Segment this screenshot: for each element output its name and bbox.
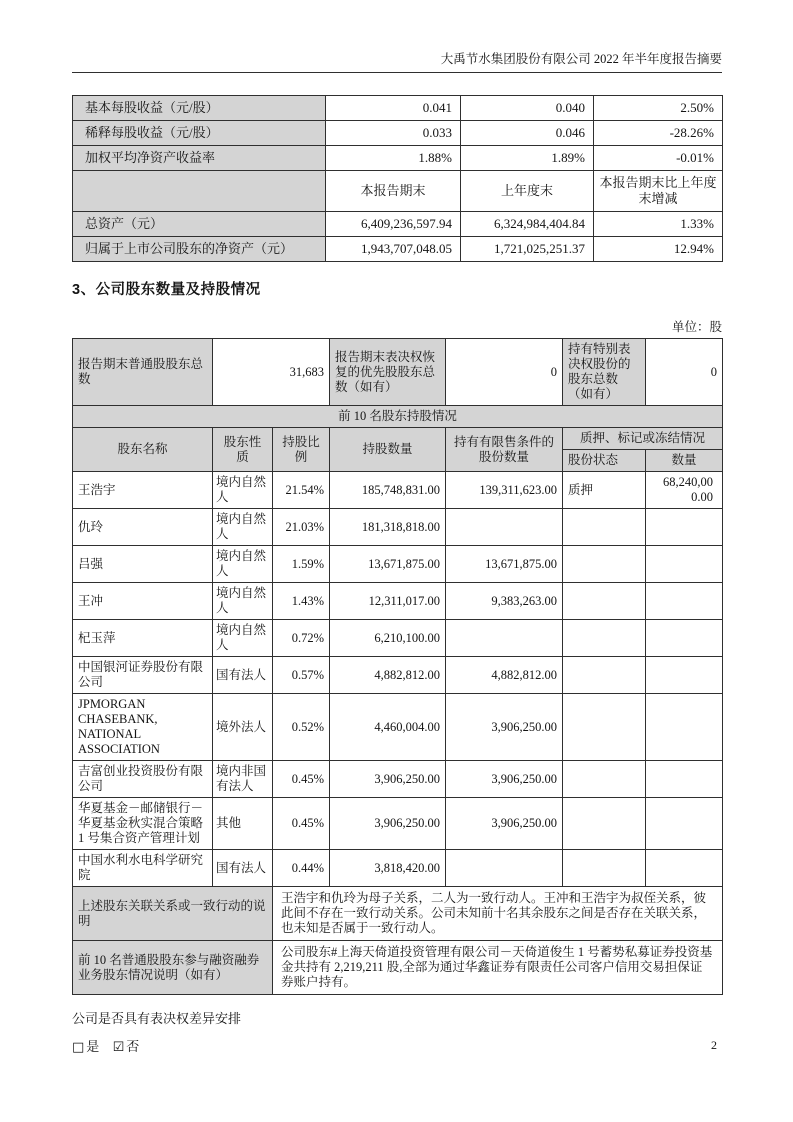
top10-title-row: [73, 406, 723, 428]
period-prior-header: 上年度末: [461, 171, 594, 212]
shareholder-row: [73, 694, 723, 761]
voting-difference-question: 公司是否具有表决权差异安排: [72, 1011, 242, 1026]
shareholder-status: [563, 850, 646, 887]
metric-current-value: 0.033: [326, 121, 461, 146]
document-header: [72, 0, 722, 73]
shareholder-name: 吉富创业投资股份有限公司: [73, 761, 213, 798]
shareholder-shares: 3,906,250.00: [330, 761, 446, 798]
shareholder-row: [73, 583, 723, 620]
shareholder-status: [563, 546, 646, 583]
metric-label: 稀释每股收益（元/股）: [73, 121, 326, 146]
shareholder-shares: 4,882,812.00: [330, 657, 446, 694]
page-number: 2: [711, 1038, 717, 1052]
table-row: [73, 212, 723, 237]
shareholder-ratio: 21.03%: [273, 509, 330, 546]
metric-change-value: -28.26%: [594, 121, 723, 146]
metric-label: 基本每股收益（元/股）: [73, 96, 326, 121]
shareholder-nature: 境内非国有法人: [213, 761, 273, 798]
shareholder-ratio: 0.44%: [273, 850, 330, 887]
asset-label: 归属于上市公司股东的净资产（元）: [73, 237, 326, 262]
shareholder-ratio: 0.57%: [273, 657, 330, 694]
shareholder-name: 中国银河证券股份有限公司: [73, 657, 213, 694]
asset-prior-value: 6,324,984,404.84: [461, 212, 594, 237]
shareholder-ratio: 1.43%: [273, 583, 330, 620]
shareholder-row: [73, 509, 723, 546]
special-voting-shareholders-label: 持有特别表决权股份的股东总数（如有）: [563, 339, 646, 406]
relationship-note-label: 上述股东关联关系或一致行动的说明: [73, 887, 273, 941]
shareholder-status: [563, 798, 646, 850]
asset-change-value: 12.94%: [594, 237, 723, 262]
shareholder-nature: 国有法人: [213, 850, 273, 887]
shareholder-restricted: 9,383,263.00: [446, 583, 563, 620]
shareholder-amount: [646, 546, 723, 583]
shareholder-nature: 境内自然人: [213, 583, 273, 620]
shareholder-amount: 68,240,000.00: [646, 472, 723, 509]
shareholder-shares: 185,748,831.00: [330, 472, 446, 509]
shareholder-ratio: 0.45%: [273, 761, 330, 798]
shareholder-shares: 4,460,004.00: [330, 694, 446, 761]
shareholder-row: [73, 472, 723, 509]
shareholder-status: [563, 509, 646, 546]
financial-summary-table: [72, 95, 723, 262]
relationship-note-content: 王浩宇和仇玲为母子关系，二人为一致行动人。王冲和王浩宇为叔侄关系，彼此间不存在一致行动关系。公司未知前十名其余股东之间是否存在关联关系，也未知是否属于一致行动人。: [273, 887, 723, 941]
voting-difference-options: [72, 1036, 722, 1055]
shareholder-amount: [646, 583, 723, 620]
shareholder-ratio: 21.54%: [273, 472, 330, 509]
shareholder-name: 吕强: [73, 546, 213, 583]
asset-prior-value: 1,721,025,251.37: [461, 237, 594, 262]
shareholder-nature: 国有法人: [213, 657, 273, 694]
period-current-header: 本报告期末: [326, 171, 461, 212]
shareholder-ratio: 0.52%: [273, 694, 330, 761]
shareholders-table: [72, 338, 723, 995]
shareholder-shares: 181,318,818.00: [330, 509, 446, 546]
shareholder-ratio: 0.72%: [273, 620, 330, 657]
note-row: [73, 887, 723, 941]
shareholder-restricted: 4,882,812.00: [446, 657, 563, 694]
header-shareholder-name: 股东名称: [73, 428, 213, 472]
shareholder-name: 杞玉萍: [73, 620, 213, 657]
shareholder-name: 王冲: [73, 583, 213, 620]
metric-prior-value: 0.040: [461, 96, 594, 121]
content-area: [72, 0, 722, 1055]
asset-label: 总资产（元）: [73, 212, 326, 237]
checkbox-checked-icon: ☑: [112, 1040, 125, 1055]
table-header-row: [73, 428, 723, 450]
header-holding-ratio: 持股比例: [273, 428, 330, 472]
header-shareholder-nature: 股东性质: [213, 428, 273, 472]
shareholder-amount: [646, 509, 723, 546]
shareholder-status: [563, 583, 646, 620]
shareholder-row: [73, 761, 723, 798]
shareholder-name: 中国水利水电科学研究院: [73, 850, 213, 887]
metric-change-value: 2.50%: [594, 96, 723, 121]
shareholder-nature: 其他: [213, 798, 273, 850]
shareholder-counts-row: [73, 339, 723, 406]
shareholder-amount: [646, 620, 723, 657]
metric-change-value: -0.01%: [594, 146, 723, 171]
shareholder-nature: 境内自然人: [213, 509, 273, 546]
section-title: 3、公司股东数量及持股情况: [72, 282, 261, 298]
shareholder-shares: 12,311,017.00: [330, 583, 446, 620]
shareholder-status: [563, 761, 646, 798]
table-row: [73, 146, 723, 171]
shareholder-name: JPMORGAN CHASEBANK, NATIONAL ASSOCIATION: [73, 694, 213, 761]
shareholder-status: [563, 620, 646, 657]
shareholder-nature: 境外法人: [213, 694, 273, 761]
period-change-header: 本报告期末比上年度末增减: [594, 171, 723, 212]
shareholder-restricted: [446, 850, 563, 887]
document-title: 大禹节水集团股份有限公司 2022 年半年度报告摘要: [440, 52, 722, 66]
shareholder-ratio: 1.59%: [273, 546, 330, 583]
shareholder-shares: 3,818,420.00: [330, 850, 446, 887]
common-shareholders-value: 31,683: [213, 339, 330, 406]
shareholder-nature: 境内自然人: [213, 546, 273, 583]
shareholder-shares: 6,210,100.00: [330, 620, 446, 657]
empty-cell: [73, 171, 326, 212]
shareholder-status: [563, 694, 646, 761]
checkbox-no[interactable]: [113, 1039, 140, 1054]
unit-label: 单位：股: [671, 320, 722, 334]
shareholder-row: [73, 657, 723, 694]
shareholder-nature: 境内自然人: [213, 620, 273, 657]
shareholder-amount: [646, 694, 723, 761]
shareholder-restricted: 3,906,250.00: [446, 694, 563, 761]
asset-current-value: 1,943,707,048.05: [326, 237, 461, 262]
note-row: [73, 941, 723, 995]
header-shares-held: 持股数量: [330, 428, 446, 472]
shareholder-amount: [646, 798, 723, 850]
special-voting-shareholders-value: 0: [646, 339, 723, 406]
header-pledge-status: 股份状态: [563, 450, 646, 472]
checkbox-unchecked-icon: □: [72, 1040, 85, 1055]
shareholder-restricted: [446, 620, 563, 657]
metric-prior-value: 0.046: [461, 121, 594, 146]
header-pledge-amount: 数量: [646, 450, 723, 472]
shareholder-amount: [646, 850, 723, 887]
shareholder-row: [73, 850, 723, 887]
checkbox-yes-label: 是: [86, 1039, 100, 1054]
shareholder-amount: [646, 761, 723, 798]
shareholder-restricted: 3,906,250.00: [446, 761, 563, 798]
margin-trading-note-content: 公司股东#上海天倚道投资管理有限公司－天倚道俊生 1 号蓄势私募证券投资基金共持有 2,219,211 股,全部为通过华鑫证券有限责任公司客户信用交易担保证券账户持有。: [273, 941, 723, 995]
shareholder-restricted: 3,906,250.00: [446, 798, 563, 850]
shareholder-nature: 境内自然人: [213, 472, 273, 509]
shareholder-ratio: 0.45%: [273, 798, 330, 850]
metric-prior-value: 1.89%: [461, 146, 594, 171]
asset-current-value: 6,409,236,597.94: [326, 212, 461, 237]
common-shareholders-label: 报告期末普通股股东总数: [73, 339, 213, 406]
shareholder-status: 质押: [563, 472, 646, 509]
shareholder-restricted: 139,311,623.00: [446, 472, 563, 509]
preferred-shareholders-label: 报告期末表决权恢复的优先股股东总数（如有）: [330, 339, 446, 406]
header-pledge-group: 质押、标记或冻结情况: [563, 428, 723, 450]
metric-current-value: 0.041: [326, 96, 461, 121]
top10-title: 前 10 名股东持股情况: [73, 406, 723, 428]
shareholder-restricted: 13,671,875.00: [446, 546, 563, 583]
period-header-row: [73, 171, 723, 212]
table-row: [73, 96, 723, 121]
shareholder-restricted: [446, 509, 563, 546]
shareholder-status: [563, 657, 646, 694]
table-row: [73, 237, 723, 262]
shareholder-name: 仇玲: [73, 509, 213, 546]
checkbox-no-label: 否: [126, 1039, 140, 1054]
shareholder-amount: [646, 657, 723, 694]
shareholder-row: [73, 546, 723, 583]
metric-current-value: 1.88%: [326, 146, 461, 171]
asset-change-value: 1.33%: [594, 212, 723, 237]
header-restricted-shares: 持有有限售条件的股份数量: [446, 428, 563, 472]
shareholder-name: 华夏基金－邮储银行－华夏基金秋实混合策略 1 号集合资产管理计划: [73, 798, 213, 850]
preferred-shareholders-value: 0: [446, 339, 563, 406]
shareholder-row: [73, 620, 723, 657]
checkbox-yes[interactable]: [72, 1039, 99, 1054]
margin-trading-note-label: 前 10 名普通股股东参与融资融券业务股东情况说明（如有）: [73, 941, 273, 995]
table-row: [73, 121, 723, 146]
shareholder-shares: 3,906,250.00: [330, 798, 446, 850]
shareholder-name: 王浩宇: [73, 472, 213, 509]
shareholder-shares: 13,671,875.00: [330, 546, 446, 583]
metric-label: 加权平均净资产收益率: [73, 146, 326, 171]
shareholder-row: [73, 798, 723, 850]
